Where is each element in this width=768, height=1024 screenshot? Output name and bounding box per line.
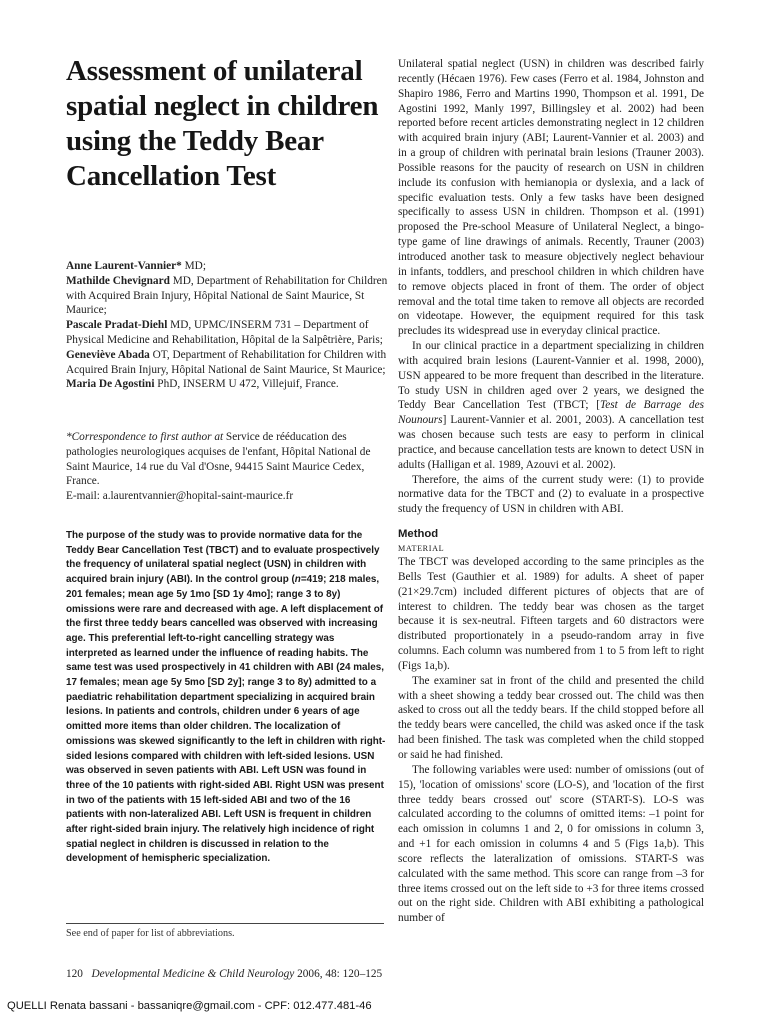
abstract-text-rest: =419; 218 males, 201 females; mean age 5y 1mo [SD 1y 4mo]; range 3 to 8y) omissions were rare and decreased with age. A left displacement of the first three teddy bears cancelled was observed with increasing age. This preferential left-to-right cancelling strategy was interpreted as learned under the influence of reading habits. The same test was used prospectively in 41 children with ABI (24 males, 17 females; mean age 5y 5mo [SD 2y]; range 3 to 8y) admitted to a paediatric rehabilitation department specializing in acquired brain lesions. In patients and controls, children under 6 years of age omitted more items than older children. The localization of omissions was skewed significantly to the left in children with right-sided lesions compared with children with left-sided lesions. USN was observed in seven patients with ABI. Left USN was found in three of the 10 patients with right-sided ABI. Right USN was present in two of the patients with 15 left-sided ABI and two of the 16 patients with non-lateralized ABI. Left USN is frequent in children after right-sided brain injury. The relatively high incidence of right spatial neglect in children is discussed in relation to the development of hemispheric specialization. — [66, 574, 386, 865]
intro-paragraph-2 — [398, 339, 704, 473]
page-number: 120 — [66, 968, 83, 980]
author-affiliation: MD; — [181, 260, 206, 272]
author-name: Pascale Pradat-Diehl — [66, 319, 168, 332]
correspondence-address: Service de rééducation des pathologies neurologiques acquises de l'enfant, Hôpital National de Saint Maurice, 14 rue du Val d'Osne, 94415 Saint Maurice Cedex, France. — [66, 431, 371, 488]
abstract-n-symbol: n — [294, 574, 301, 586]
abstract-text-start: The purpose of the study was to provide normative data for the Teddy Bear Cancellation Test (TBCT) and to evaluate prospectively the frequency of unilateral spatial neglect (USN) in children with acquired brain injury (ABI). In the control group ( — [66, 530, 380, 586]
footnote: See end of paper for list of abbreviations. — [66, 928, 235, 939]
download-watermark: QUELLI Renata bassani - bassaniqre@gmail.com - CPF: 012.477.481-46 — [7, 1000, 372, 1012]
abstract — [66, 529, 386, 867]
author-affiliation: MD, UPMC/INSERM 731 – Department of Physical Medicine and Rehabilitation, Hôpital de la Salpêtrière, Paris; — [66, 319, 383, 346]
page-footer — [66, 967, 566, 981]
method-paragraph-3: The following variables were used: number of omissions (out of 15), 'location of omissions' score (LO-S), and 'location of the first three teddy bears crossed out' score (START-S). LO-S was calculated according to the columns of omitted items: –1 point for each omission in columns 1 and 2, 0 for omissions in column 3, and +1 for each omission in columns 4 and 5 (Figs 1a,b). This score reflects the lateralization of omissions. START-S was calculated with the same method. This score can range from –3 for three items crossed out on the left side to +3 for three items crossed out on the right side. Children with ABI exhibiting a pathological number of — [398, 763, 704, 925]
intro-paragraph-1: Unilateral spatial neglect (USN) in children was described fairly recently (Hécaen 1976). Few cases (Ferro et al. 1984, Johnston and Shapiro 1986, Ferro and Martins 1990, Thompson et al. 1991, De Agostini 1992, Manly 1997, Billingsley et al. 2002) had been reported before recent articles demonstrating neglect in 12 children with acquired brain injury (ABI; Laurent-Vannier et al. 2003) and in a group of children with perinatal brain lesions (Trauner 2003). Possible reasons for the paucity of research on USN in children include its confusion with hemianopia or dyslexia, and a lack of specific evaluation tests. Only a few tasks have been designed specifically to assess USN in children. Thompson et al. (1991) proposed the Pre-school Measure of Unilateral Neglect, a bingo-type game of line drawings of animals. Recently, Trauner (2003) introduced another task to measure objectively neglect behaviour in infants, toddlers, and preschool children in which children have to remove objects placed in front of them. The order of object removal and the total time taken to remove all objects are recorded on videotape. However, the equipment required for this task precludes its widespread use in everyday clinical practice. — [398, 58, 704, 338]
journal-citation: 2006, 48: 120–125 — [294, 968, 383, 980]
method-paragraph-2: The examiner sat in front of the child and presented the child with a sheet showing a teddy bear crossed out. The child was then asked to cross out all the teddy bears. If the child stopped before all the teddy bears were cancelled, the child was asked once if the task had been finished. The task was completed when the child stopped or said he had finished. — [398, 674, 704, 761]
author-affiliation: MD, Department of Rehabilitation for Children with Acquired Brain Injury, Hôpital National de Saint Maurice, St Maurice; — [66, 274, 388, 317]
intro-paragraph-2-italic: Test de Barrage des Nounours — [398, 399, 704, 427]
footnote-divider — [66, 923, 384, 924]
author-affiliation: PhD, INSERM U 472, Villejuif, France. — [154, 378, 339, 391]
author-list — [66, 259, 388, 392]
author-entry — [66, 318, 388, 348]
author-name: Geneviève Abada — [66, 348, 150, 361]
article-title: Assessment of unilateral spatial neglect in children using the Teddy Bear Cancellation Test — [66, 55, 379, 192]
method-heading: Method — [398, 528, 439, 541]
author-entry — [66, 274, 388, 318]
journal-name: Developmental Medicine & Child Neurology — [91, 968, 295, 980]
correspondence-label: *Correspondence to first author at — [66, 431, 224, 443]
body-column — [398, 57, 704, 926]
correspondence-block — [66, 430, 388, 504]
author-entry — [66, 348, 388, 378]
material-heading: MATERIAL — [398, 544, 445, 553]
intro-paragraph-3: Therefore, the aims of the current study were: (1) to provide normative data for the TBCT and (2) to evaluate in a prospective study the frequency of USN in children with ABI. — [398, 473, 704, 516]
author-name: Anne Laurent-Vannier* — [66, 260, 182, 272]
author-affiliation: OT, Department of Rehabilitation for Children with Acquired Brain Injury, Hôpital National de Saint Maurice, St Maurice; — [66, 348, 387, 376]
author-entry — [66, 377, 388, 392]
author-name: Mathilde Chevignard — [66, 274, 170, 287]
author-name: Maria De Agostini — [66, 378, 155, 391]
intro-paragraph-2-end: ] Laurent-Vannier et al. 2001, 2003). A cancellation test was chosen because such tests are easy to perform in clinical practice, and because cancellation tests are known to detect USN in adults (Halligan et al. 1989, Azouvi et al. 2002). — [398, 414, 704, 471]
intro-paragraph-2-start: In our clinical practice in a department specializing in children with acquired brain lesions (Laurent-Vannier et al. 1998, 2000), USN appeared to be more frequent than described in the literature. To study USN in children aged over 2 years, we designed the Teddy Bear Cancellation Test (TBCT; [ — [398, 340, 704, 412]
method-paragraph-1: The TBCT was developed according to the same principles as the Bells Test (Gauthier et al. 1989) for adults. A sheet of paper (21×29.7cm) included different pictures of objects that are of interest to children. The teddy bear was chosen as the target because it is sex-neutral. Fifteen targets and 60 distractors were distributed proportionately in a pseudo-random array in five columns. Each column was numbered from 1 to 5 from left to right (Figs 1a,b). — [398, 556, 704, 672]
correspondence-email: E-mail: a.laurentvannier@hopital-saint-maurice.fr — [66, 490, 294, 503]
author-entry — [66, 259, 388, 274]
